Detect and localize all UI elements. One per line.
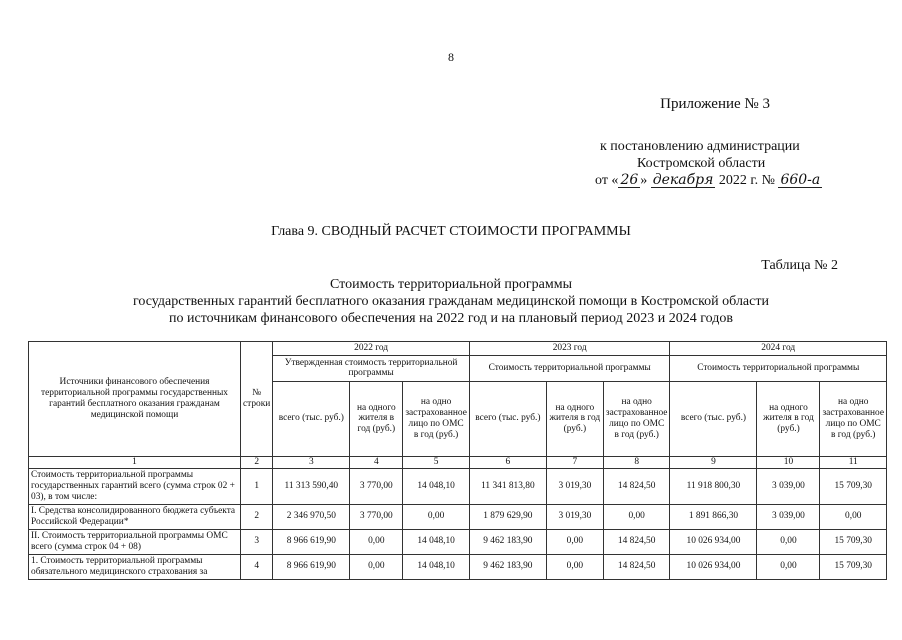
value-cell: 15 709,30 — [820, 554, 887, 579]
header-source: Источники финансового обеспечения территориальной программы государственных гарантий бесплатного оказания гражданам медицинской помощи — [29, 342, 241, 457]
value-cell: 15 709,30 — [820, 529, 887, 554]
value-cell: 14 048,10 — [403, 529, 470, 554]
value-cell: 14 824,50 — [603, 468, 670, 504]
value-cell: 11 313 590,40 — [273, 468, 350, 504]
subgroup-2024: Стоимость территориальной программы — [670, 355, 887, 381]
col-2023-total: всего (тыс. руб.) — [469, 381, 546, 456]
value-cell: 3 019,30 — [546, 504, 603, 529]
value-cell: 9 462 183,90 — [469, 554, 546, 579]
year-text: 2022 г. № — [718, 173, 775, 188]
appendix-line-2: Костромской области — [637, 156, 766, 171]
value-cell: 14 824,50 — [603, 554, 670, 579]
index-cell: 10 — [757, 456, 820, 468]
col-2024-total: всего (тыс. руб.) — [670, 381, 757, 456]
value-cell: 0,00 — [350, 529, 403, 554]
value-cell: 8 966 619,90 — [273, 554, 350, 579]
value-cell: 9 462 183,90 — [469, 529, 546, 554]
appendix-date-line — [595, 173, 822, 189]
table-row — [29, 554, 887, 579]
value-cell: 1 879 629,90 — [469, 504, 546, 529]
value-cell: 0,00 — [820, 504, 887, 529]
subgroup-2023: Стоимость территориальной программы — [469, 355, 670, 381]
value-cell: 0,00 — [546, 529, 603, 554]
col-2024-per-insured: на одно застрахованное лицо по ОМС в год (руб.) — [820, 381, 887, 456]
appendix-line-1: к постановлению администрации — [600, 139, 800, 154]
table-title-line-3: по источникам финансового обеспечения на 2022 год и на плановый период 2023 и 2024 годов — [169, 311, 733, 326]
table-row — [29, 468, 887, 504]
value-cell: 14 048,10 — [403, 468, 470, 504]
handwritten-day: 26 — [620, 172, 639, 188]
table-number: Таблица № 2 — [761, 258, 838, 273]
row-number: 3 — [241, 529, 273, 554]
value-cell: 3 039,00 — [757, 504, 820, 529]
index-cell: 8 — [603, 456, 670, 468]
date-mid: » — [640, 173, 648, 188]
row-source: Стоимость территориальной программы государственных гарантий всего (сумма строк 02 + 03), в том числе: — [29, 468, 241, 504]
value-cell: 0,00 — [757, 554, 820, 579]
page-number: 8 — [448, 50, 454, 64]
row-source: 1. Стоимость территориальной программы обязательного медицинского страхования за — [29, 554, 241, 579]
value-cell: 0,00 — [603, 504, 670, 529]
index-cell: 2 — [241, 456, 273, 468]
index-cell: 4 — [350, 456, 403, 468]
value-cell: 15 709,30 — [820, 468, 887, 504]
row-source: II. Стоимость территориальной программы ОМС всего (сумма строк 04 + 08) — [29, 529, 241, 554]
value-cell: 3 770,00 — [350, 504, 403, 529]
handwritten-doc-number: 660-а — [780, 172, 821, 188]
value-cell: 14 824,50 — [603, 529, 670, 554]
cost-table — [28, 341, 887, 580]
table-title-line-1: Стоимость территориальной программы — [329, 277, 573, 292]
value-cell: 10 026 934,00 — [670, 554, 757, 579]
value-cell: 0,00 — [546, 554, 603, 579]
value-cell: 10 026 934,00 — [670, 529, 757, 554]
handwritten-month: декабря — [652, 172, 714, 188]
index-cell: 6 — [469, 456, 546, 468]
row-number: 1 — [241, 468, 273, 504]
value-cell: 11 918 800,30 — [670, 468, 757, 504]
subgroup-2022: Утвержденная стоимость территориальной программы — [273, 355, 470, 381]
value-cell: 3 019,30 — [546, 468, 603, 504]
value-cell: 14 048,10 — [403, 554, 470, 579]
header-year-2024: 2024 год — [670, 342, 887, 356]
value-cell: 11 341 813,80 — [469, 468, 546, 504]
col-2022-per-insured: на одно застрахованное лицо по ОМС в год (руб.) — [403, 381, 470, 456]
col-2022-per-resident: на одного жителя в год (руб.) — [350, 381, 403, 456]
index-cell: 9 — [670, 456, 757, 468]
chapter-title: Глава 9. СВОДНЫЙ РАСЧЕТ СТОИМОСТИ ПРОГРАММЫ — [271, 224, 631, 239]
value-cell: 8 966 619,90 — [273, 529, 350, 554]
table-row — [29, 529, 887, 554]
header-year-2023: 2023 год — [469, 342, 670, 356]
index-cell: 11 — [820, 456, 887, 468]
index-cell: 5 — [403, 456, 470, 468]
value-cell: 3 039,00 — [757, 468, 820, 504]
value-cell: 1 891 866,30 — [670, 504, 757, 529]
col-2023-per-resident: на одного жителя в год (руб.) — [546, 381, 603, 456]
row-source: I. Средства консолидированного бюджета субъекта Российской Федерации* — [29, 504, 241, 529]
col-2023-per-insured: на одно застрахованное лицо по ОМС в год (руб.) — [603, 381, 670, 456]
col-2022-total: всего (тыс. руб.) — [273, 381, 350, 456]
index-cell: 3 — [273, 456, 350, 468]
col-2024-per-resident: на одного жителя в год (руб.) — [757, 381, 820, 456]
row-number: 2 — [241, 504, 273, 529]
appendix-title: Приложение № 3 — [660, 96, 770, 112]
table-row — [29, 504, 887, 529]
table-title-line-2: государственных гарантий бесплатного оказания гражданам медицинской помощи в Костромской области — [133, 294, 769, 309]
value-cell: 0,00 — [403, 504, 470, 529]
value-cell: 0,00 — [757, 529, 820, 554]
date-prefix: от « — [595, 173, 619, 188]
header-row-no: № строки — [241, 342, 273, 457]
value-cell: 0,00 — [350, 554, 403, 579]
index-cell: 7 — [546, 456, 603, 468]
header-year-2022: 2022 год — [273, 342, 470, 356]
index-cell: 1 — [29, 456, 241, 468]
row-number: 4 — [241, 554, 273, 579]
value-cell: 2 346 970,50 — [273, 504, 350, 529]
value-cell: 3 770,00 — [350, 468, 403, 504]
